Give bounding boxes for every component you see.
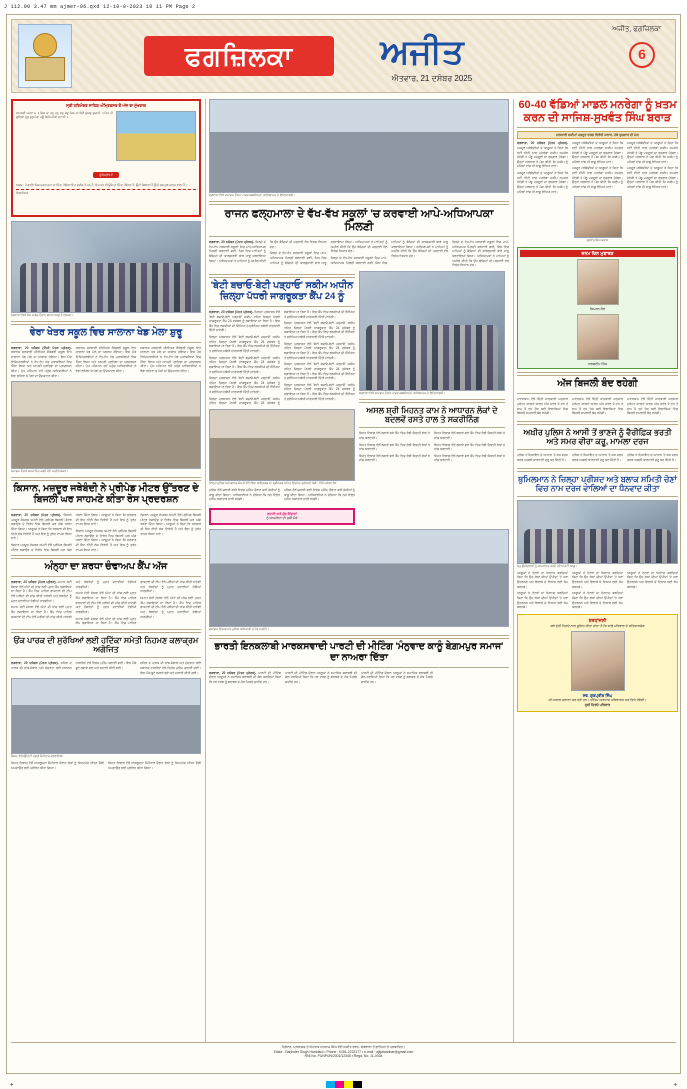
headline-eye-camp: ਅੰਨ੍ਹਾ ਦਾ ਸ਼ਰਧਾ ਚੰਢਾਅਪ ਕੈਂਪ ਅੱਜ [44,561,168,573]
headline-mgnrega: 60-40 ਵੱਡਿਆਂ ਮਾਡਲ ਮਨਰੇਗਾ ਨੂੰ ਖ਼ਤਮ ਕਰਨ ਦੀ ਸਾਜਿਸ਼-ਸੁਖਵੰਤ ਸਿੰਘ ਬਰਾੜ [518,99,677,124]
photo-party-meeting [209,529,509,627]
headline-power-cut: ਅੱਜ ਬਿਜਲੀ ਬੰਦ ਰਹੇਗੀ [557,378,638,390]
photo-main-event [209,99,509,193]
hukamnama-box [11,99,201,217]
baby-photo-1 [577,259,619,305]
article-health-screening: ਸਿਹਤ ਵਿਭਾਗ ਵੱਲੋਂ ਲਗਾਏ ਗਏ ਕੈਂਪ ਵਿਚ ਵੱਡੀ ਗਿਣਤੀ ਲੋਕਾਂ ਨੇ ਜਾਂਚ ਕਰਵਾਈ। ਸਿਹਤ ਵਿਭਾਗ ਵੱਲੋਂ ਲਗਾਏ ਗਏ ਕੈਂਪ ਵਿਚ ਵੱਡੀ ਗਿਣਤੀ ਲੋਕਾਂ ਨੇ ਜਾਂਚ ਕਰਵਾਈ। ਸਿਹਤ ਵਿਭਾਗ ਵੱਲੋਂ ਲਗਾਏ ਗਏ ਕੈਂਪ ਵਿਚ ਵੱਡੀ ਗਿਣਤੀ ਲੋਕਾਂ ਨੇ ਜਾਂਚ ਕਰਵਾਈ। ਸਿਹਤ ਵਿਭਾਗ ਵੱਲੋਂ ਲਗਾਏ ਗਏ ਕੈਂਪ ਵਿਚ ਵੱਡੀ ਗਿਣਤੀ ਲੋਕਾਂ ਨੇ ਜਾਂਚ ਕਰਵਾਈ। ਸਿਹਤ ਵਿਭਾਗ ਵੱਲੋਂ ਲਗਾਏ ਗਏ ਕੈਂਪ ਵਿਚ ਵੱਡੀ ਗਿਣਤੀ ਲੋਕਾਂ ਨੇ ਜਾਂਚ ਕਰਵਾਈ। ਸਿਹਤ ਵਿਭਾਗ ਵੱਲੋਂ ਲਗਾਏ ਗਏ ਕੈਂਪ ਵਿਚ ਵੱਡੀ ਗਿਣਤੀ ਲੋਕਾਂ ਨੇ ਜਾਂਚ ਕਰਵਾਈ। [359,431,505,463]
page-body [11,99,676,1043]
greeting-ad-line1: ਵਧਾਈ ਅਤੇ ਸ਼ੁੱਭ ਇੱਛਾਵਾਂ [267,511,297,516]
memorial-ad-line2: ਜੀ ਅਕਾਲ ਚਲਾਣਾ ਕਰ ਗਏ ਹਨ। ਅੰਤਿਮ ਅਰਦਾਸ ਪਰਿਵਾਰਕ ਘਰ ਵਿਖੇ ਹੋਵੇਗੀ। [548,697,647,702]
headline-parent-teacher: ਰਾਜਨ ਫਲ੍ਹਮਾਲਾ ਦੇ ਵੱਖ-ਵੱਖ ਸਕੂਲਾਂ 'ਚ ਕਰਵਾਈ ਆਪੇ-ਅਧਿਆਪਕਾ ਮਿਲਣੀ [224,207,494,233]
photo-office [209,409,355,481]
article-cancer-seminar: ਸਿਹਤ ਵਿਭਾਗ ਵੱਲੋਂ ਜਾਗਰੂਕਤਾ ਸੈਮੀਨਾਰ ਦੌਰਾਨ ਲੋਕਾਂ ਨੂੰ ਸਿਹਤਮੰਦ ਜੀਵਨ ਸ਼ੈਲੀ ਅਪਣਾਉਣ ਲਈ ਪ੍ਰੇਰਿਤ ਕੀਤਾ ਗਿਆ। ਸਿਹਤ ਵਿਭਾਗ ਵੱਲੋਂ ਜਾਗਰੂਕਤਾ ਸੈਮੀਨਾਰ ਦੌਰਾਨ ਲੋਕਾਂ ਨੂੰ ਸਿਹਤਮੰਦ ਜੀਵਨ ਸ਼ੈਲੀ ਅਪਣਾਉਣ ਲਈ ਪ੍ਰੇਰਿਤ ਕੀਤਾ ਗਿਆ। [11,761,201,770]
article-police-block: ਪੁਲਿਸ ਵੱਲੋਂ ਚਲਾਈ ਗਈ ਵਿਸ਼ੇਸ਼ ਮੁਹਿੰਮ ਦੌਰਾਨ ਕਈ ਦੋਸ਼ੀਆਂ ਨੂੰ ਕਾਬੂ ਕੀਤਾ ਗਿਆ। ਅਧਿਕਾਰੀਆਂ ਨੇ ਦੱਸਿਆ ਕਿ ਨਸ਼ੇ ਵਿਰੁੱਧ ਮੁਹਿੰਮ ਲਗਾਤਾਰ ਜਾਰੀ ਰਹੇਗੀ। ਪੁਲਿਸ ਵੱਲੋਂ ਚਲਾਈ ਗਈ ਵਿਸ਼ੇਸ਼ ਮੁਹਿੰਮ ਦੌਰਾਨ ਕਈ ਦੋਸ਼ੀਆਂ ਨੂੰ ਕਾਬੂ ਕੀਤਾ ਗਿਆ। ਅਧਿਕਾਰੀਆਂ ਨੇ ਦੱਸਿਆ ਕਿ ਨਸ਼ੇ ਵਿਰੁੱਧ ਮੁਹਿੰਮ ਲਗਾਤਾਰ ਜਾਰੀ ਰਹੇਗੀ। [209,487,355,502]
article-park-cleanup: ਫਗਵਾੜਾ, 20 ਦਸੰਬਰ (ਪੱਤਰ ਪ੍ਰੇਰਕ)- ਸ਼ਹਿਰ ਦੇ ਪਾਰਕ ਦੀ ਸਾਂਭ-ਸੰਭਾਲ ਅਤੇ ਸੁੰਦਰਤਾ ਲਈ ਸਥਾਨਕ ਵਸਨੀਕਾਂ ਵੱਲੋਂ ਵਿਸ਼ੇਸ਼ ਮੁਹਿੰਮ ਚਲਾਈ ਗਈ। ਇਸ ਮੌਕੇ ਬੂਟੇ ਲਗਾਏ ਗਏ ਅਤੇ ਸਫ਼ਾਈ ਕੀਤੀ ਗਈ। ਸ਼ਹਿਰ ਦੇ ਪਾਰਕ ਦੀ ਸਾਂਭ-ਸੰਭਾਲ ਅਤੇ ਸੁੰਦਰਤਾ ਲਈ ਸਥਾਨਕ ਵਸਨੀਕਾਂ ਵੱਲੋਂ ਵਿਸ਼ੇਸ਼ ਮੁਹਿੰਮ ਚਲਾਈ ਗਈ। ਇਸ ਮੌਕੇ ਬੂਟੇ ਲਗਾਏ ਗਏ ਅਤੇ ਸਫ਼ਾਈ ਕੀਤੀ ਗਈ। [11,661,201,675]
memorial-ad-heading: ਸ਼ਰਧਾਂਜਲੀ [588,617,607,623]
headline-prepaid-meter: ਕਿਸਾਨ, ਮਜ਼ਦੂਰ ਜਥੇਬੰਦੀ ਨੇ ਪ੍ਰੀਪੇਡ ਮੀਟਰ ਉੱਤਰਣ ਦੇ ਬਿਜਲੀ ਘਰ ਸਾਹਮਣੇ ਕੀਤਾ ਰੋਸ ਪ੍ਰਦਰਸ਼ਨ [13,483,199,506]
newspaper-sheet [6,14,681,1074]
memorial-ad-name: ਸਵ. ਗੁਰਪ੍ਰੀਤ ਸਿੰਘ [582,692,613,698]
masthead-date: ਐਤਵਾਰ, 21 ਦਸੰਬਰ 2025 [391,74,473,83]
photo-honouring [11,381,201,469]
birthday-box-title: ਜਨਮ ਦਿਨ ਮੁਬਾਰਕ [520,250,675,257]
headline-park-cleanup: ਓਂਕ ਪਾਰਕ ਦੀ ਸੁਰੱਖਿਆਂ ਲਈ ਹਦਿੱਕਾ ਸਮੇਤੀ ਨਿਹਮਣ ਕਲਾਕ੍ਰਮ ਅਗੋਜਿਤ [13,635,199,655]
cmyk-registration-strip [326,1081,362,1088]
photo-leader-portrait [574,196,622,238]
headline-cancer-seminar: ਕੈਂਸਰ, ਇਮਿਊਨਿਟੀ ਪ੍ਰਤੀ ਸੈਮੀਨਾਰ ਕਰਵਾਇਆ [11,754,64,759]
article-beti-bachao: ਫਗਵਾੜਾ, 20 ਦਸੰਬਰ (ਪੱਤਰ ਪ੍ਰੇਰਕ)- ਜ਼ਿਲ੍ਹਾ ਪ੍ਰਸ਼ਾਸਨ ਵੱਲੋਂ 'ਬੇਟੀ ਬਚਾਓ-ਬੇਟੀ ਪੜ੍ਹਾਓ' ਸਕੀਮ ਤਹਿਤ ਜ਼ਿਲ੍ਹਾ ਪੱਧਰੀ ਜਾਗਰੂਕਤਾ ਕੈਂਪ 24 ਦਸੰਬਰ ਨੂੰ ਲਗਾਇਆ ਜਾ ਰਿਹਾ ਹੈ। ਇਸ ਕੈਂਪ ਵਿਚ ਲੜਕੀਆਂ ਦੀ ਸਿੱਖਿਆ ਤੇ ਸੁਰੱਖਿਆ ਸਬੰਧੀ ਜਾਣਕਾਰੀ ਦਿੱਤੀ ਜਾਵੇਗੀ। ਜ਼ਿਲ੍ਹਾ ਪ੍ਰਸ਼ਾਸਨ ਵੱਲੋਂ 'ਬੇਟੀ ਬਚਾਓ-ਬੇਟੀ ਪੜ੍ਹਾਓ' ਸਕੀਮ ਤਹਿਤ ਜ਼ਿਲ੍ਹਾ ਪੱਧਰੀ ਜਾਗਰੂਕਤਾ ਕੈਂਪ 24 ਦਸੰਬਰ ਨੂੰ ਲਗਾਇਆ ਜਾ ਰਿਹਾ ਹੈ। ਇਸ ਕੈਂਪ ਵਿਚ ਲੜਕੀਆਂ ਦੀ ਸਿੱਖਿਆ ਤੇ ਸੁਰੱਖਿਆ ਸਬੰਧੀ ਜਾਣਕਾਰੀ ਦਿੱਤੀ ਜਾਵੇਗੀ। ਜ਼ਿਲ੍ਹਾ ਪ੍ਰਸ਼ਾਸਨ ਵੱਲੋਂ 'ਬੇਟੀ ਬਚਾਓ-ਬੇਟੀ ਪੜ੍ਹਾਓ' ਸਕੀਮ ਤਹਿਤ ਜ਼ਿਲ੍ਹਾ ਪੱਧਰੀ ਜਾਗਰੂਕਤਾ ਕੈਂਪ 24 ਦਸੰਬਰ ਨੂੰ ਲਗਾਇਆ ਜਾ ਰਿਹਾ ਹੈ। ਇਸ ਕੈਂਪ ਵਿਚ ਲੜਕੀਆਂ ਦੀ ਸਿੱਖਿਆ ਤੇ ਸੁਰੱਖਿਆ ਸਬੰਧੀ ਜਾਣਕਾਰੀ ਦਿੱਤੀ ਜਾਵੇਗੀ। ਜ਼ਿਲ੍ਹਾ ਪ੍ਰਸ਼ਾਸਨ ਵੱਲੋਂ 'ਬੇਟੀ ਬਚਾਓ-ਬੇਟੀ ਪੜ੍ਹਾਓ' ਸਕੀਮ ਤਹਿਤ ਜ਼ਿਲ੍ਹਾ ਪੱਧਰੀ ਜਾਗਰੂਕਤਾ ਕੈਂਪ 24 ਦਸੰਬਰ ਨੂੰ ਲਗਾਇਆ ਜਾ ਰਿਹਾ ਹੈ। ਇਸ ਕੈਂਪ ਵਿਚ ਲੜਕੀਆਂ ਦੀ ਸਿੱਖਿਆ ਤੇ ਸੁਰੱਖਿਆ ਸਬੰਧੀ ਜਾਣਕਾਰੀ ਦਿੱਤੀ ਜਾਵੇਗੀ। ਜ਼ਿਲ੍ਹਾ ਪ੍ਰਸ਼ਾਸਨ ਵੱਲੋਂ 'ਬੇਟੀ ਬਚਾਓ-ਬੇਟੀ ਪੜ੍ਹਾਓ' ਸਕੀਮ ਤਹਿਤ ਜ਼ਿਲ੍ਹਾ ਪੱਧਰੀ ਜਾਗਰੂਕਤਾ ਕੈਂਪ 24 ਦਸੰਬਰ ਨੂੰ ਲਗਾਇਆ ਜਾ ਰਿਹਾ ਹੈ। ਇਸ ਕੈਂਪ ਵਿਚ ਲੜਕੀਆਂ ਦੀ ਸਿੱਖਿਆ ਤੇ ਸੁਰੱਖਿਆ ਸਬੰਧੀ ਜਾਣਕਾਰੀ ਦਿੱਤੀ ਜਾਵੇਗੀ। ਜ਼ਿਲ੍ਹਾ ਪ੍ਰਸ਼ਾਸਨ ਵੱਲੋਂ 'ਬੇਟੀ ਬਚਾਓ-ਬੇਟੀ ਪੜ੍ਹਾਓ' ਸਕੀਮ ਤਹਿਤ ਜ਼ਿਲ੍ਹਾ ਪੱਧਰੀ ਜਾਗਰੂਕਤਾ ਕੈਂਪ 24 ਦਸੰਬਰ ਨੂੰ ਲਗਾਇਆ ਜਾ ਰਿਹਾ ਹੈ। ਇਸ ਕੈਂਪ ਵਿਚ ਲੜਕੀਆਂ ਦੀ ਸਿੱਖਿਆ ਤੇ ਸੁਰੱਖਿਆ ਸਬੰਧੀ ਜਾਣਕਾਰੀ ਦਿੱਤੀ ਜਾਵੇਗੀ। ਜ਼ਿਲ੍ਹਾ ਪ੍ਰਸ਼ਾਸਨ ਵੱਲੋਂ 'ਬੇਟੀ ਬਚਾਓ-ਬੇਟੀ ਪੜ੍ਹਾਓ' ਸਕੀਮ ਤਹਿਤ ਜ਼ਿਲ੍ਹਾ ਪੱਧਰੀ ਜਾਗਰੂਕਤਾ ਕੈਂਪ 24 ਦਸੰਬਰ ਨੂੰ ਲਗਾਇਆ ਜਾ ਰਿਹਾ ਹੈ। ਇਸ ਕੈਂਪ ਵਿਚ ਲੜਕੀਆਂ ਦੀ ਸਿੱਖਿਆ ਤੇ ਸੁਰੱਖਿਆ ਸਬੰਧੀ ਜਾਣਕਾਰੀ ਦਿੱਤੀ ਜਾਵੇਗੀ। ਜ਼ਿਲ੍ਹਾ ਪ੍ਰਸ਼ਾਸਨ ਵੱਲੋਂ 'ਬੇਟੀ ਬਚਾਓ-ਬੇਟੀ ਪੜ੍ਹਾਓ' ਸਕੀਮ ਤਹਿਤ ਜ਼ਿਲ੍ਹਾ ਪੱਧਰੀ ਜਾਗਰੂਕਤਾ ਕੈਂਪ 24 ਦਸੰਬਰ ਨੂੰ ਲਗਾਇਆ ਜਾ ਰਿਹਾ ਹੈ। ਇਸ ਕੈਂਪ ਵਿਚ ਲੜਕੀਆਂ ਦੀ ਸਿੱਖਿਆ ਤੇ ਸੁਰੱਖਿਆ ਸਬੰਧੀ ਜਾਣਕਾਰੀ ਦਿੱਤੀ ਜਾਵੇਗੀ। ਜ਼ਿਲ੍ਹਾ ਪ੍ਰਸ਼ਾਸਨ ਵੱਲੋਂ 'ਬੇਟੀ ਬਚਾਓ-ਬੇਟੀ ਪੜ੍ਹਾਓ' ਸਕੀਮ ਤਹਿਤ ਜ਼ਿਲ੍ਹਾ ਪੱਧਰੀ ਜਾਗਰੂਕਤਾ ਕੈਂਪ 24 ਦਸੰਬਰ ਨੂੰ ਲਗਾਇਆ ਜਾ ਰਿਹਾ ਹੈ। ਇਸ ਕੈਂਪ ਵਿਚ ਲੜਕੀਆਂ ਦੀ ਸਿੱਖਿਆ ਤੇ ਸੁਰੱਖਿਆ ਸਬੰਧੀ ਜਾਣਕਾਰੀ ਦਿੱਤੀ ਜਾਵੇਗੀ। [209,309,355,406]
print-registration-bar: J 112.00 3.47 mm ajmer-06.qxd 12-10-0-2023 10 11 PM Page 2 [0,0,687,14]
dateline-mgnrega: ਫਗਵਾੜਾ, 20 ਦਸੰਬਰ (ਪੱਤਰ ਪ੍ਰੇਰਕ)- [517,141,568,146]
article-eye-camp: ਫਗਵਾੜਾ, 20 ਦਸੰਬਰ (ਪੱਤਰ ਪ੍ਰੇਰਕ)- ਸਮਾਜ ਸੇਵੀ ਸੰਸਥਾ ਵੱਲੋਂ ਅੱਖਾਂ ਦੀ ਜਾਂਚ ਲਈ ਮੁਫ਼ਤ ਕੈਂਪ ਲਗਾਇਆ ਜਾ ਰਿਹਾ ਹੈ। ਕੈਂਪ ਵਿਚ ਮਾਹਿਰ ਡਾਕਟਰਾਂ ਦੀ ਟੀਮ ਵੱਲੋਂ ਮਰੀਜ਼ਾਂ ਦੀ ਜਾਂਚ ਕੀਤੀ ਜਾਵੇਗੀ ਅਤੇ ਲੋੜਵੰਦਾਂ ਨੂੰ ਮੁਫ਼ਤ ਦਵਾਈਆਂ ਵੰਡੀਆਂ ਜਾਣਗੀਆਂ। ਸਮਾਜ ਸੇਵੀ ਸੰਸਥਾ ਵੱਲੋਂ ਅੱਖਾਂ ਦੀ ਜਾਂਚ ਲਈ ਮੁਫ਼ਤ ਕੈਂਪ ਲਗਾਇਆ ਜਾ ਰਿਹਾ ਹੈ। ਕੈਂਪ ਵਿਚ ਮਾਹਿਰ ਡਾਕਟਰਾਂ ਦੀ ਟੀਮ ਵੱਲੋਂ ਮਰੀਜ਼ਾਂ ਦੀ ਜਾਂਚ ਕੀਤੀ ਜਾਵੇਗੀ ਅਤੇ ਲੋੜਵੰਦਾਂ ਨੂੰ ਮੁਫ਼ਤ ਦਵਾਈਆਂ ਵੰਡੀਆਂ ਜਾਣਗੀਆਂ। ਸਮਾਜ ਸੇਵੀ ਸੰਸਥਾ ਵੱਲੋਂ ਅੱਖਾਂ ਦੀ ਜਾਂਚ ਲਈ ਮੁਫ਼ਤ ਕੈਂਪ ਲਗਾਇਆ ਜਾ ਰਿਹਾ ਹੈ। ਕੈਂਪ ਵਿਚ ਮਾਹਿਰ ਡਾਕਟਰਾਂ ਦੀ ਟੀਮ ਵੱਲੋਂ ਮਰੀਜ਼ਾਂ ਦੀ ਜਾਂਚ ਕੀਤੀ ਜਾਵੇਗੀ ਅਤੇ ਲੋੜਵੰਦਾਂ ਨੂੰ ਮੁਫ਼ਤ ਦਵਾਈਆਂ ਵੰਡੀਆਂ ਜਾਣਗੀਆਂ। ਸਮਾਜ ਸੇਵੀ ਸੰਸਥਾ ਵੱਲੋਂ ਅੱਖਾਂ ਦੀ ਜਾਂਚ ਲਈ ਮੁਫ਼ਤ ਕੈਂਪ ਲਗਾਇਆ ਜਾ ਰਿਹਾ ਹੈ। ਕੈਂਪ ਵਿਚ ਮਾਹਿਰ ਡਾਕਟਰਾਂ ਦੀ ਟੀਮ ਵੱਲੋਂ ਮਰੀਜ਼ਾਂ ਦੀ ਜਾਂਚ ਕੀਤੀ ਜਾਵੇਗੀ ਅਤੇ ਲੋੜਵੰਦਾਂ ਨੂੰ ਮੁਫ਼ਤ ਦਵਾਈਆਂ ਵੰਡੀਆਂ ਜਾਣਗੀਆਂ। ਸਮਾਜ ਸੇਵੀ ਸੰਸਥਾ ਵੱਲੋਂ ਅੱਖਾਂ ਦੀ ਜਾਂਚ ਲਈ ਮੁਫ਼ਤ ਕੈਂਪ ਲਗਾਇਆ ਜਾ ਰਿਹਾ ਹੈ। ਕੈਂਪ ਵਿਚ ਮਾਹਿਰ ਡਾਕਟਰਾਂ ਦੀ ਟੀਮ ਵੱਲੋਂ ਮਰੀਜ਼ਾਂ ਦੀ ਜਾਂਚ ਕੀਤੀ ਜਾਵੇਗੀ ਅਤੇ ਲੋੜਵੰਦਾਂ ਨੂੰ ਮੁਫ਼ਤ ਦਵਾਈਆਂ ਵੰਡੀਆਂ ਜਾਣਗੀਆਂ। [11,580,201,626]
memorial-ad-line1: ਬੜੇ ਦੁੱਖੀ ਹਿਰਦੇ ਨਾਲ ਸੂਚਿਤ ਕੀਤਾ ਜਾਂਦਾ ਹੈ ਕਿ ਸਾਡੇ ਪਰਿਵਾਰ ਦੇ ਸਤਿਕਾਰਯੋਗ [550,623,645,628]
photo-rally [11,221,201,313]
page-number: 6 [629,42,655,68]
photo-election-thanks-caption: ਜੇਤੂ ਉਮੀਦਵਾਰਾਂ ਨੂੰ ਸਨਮਾਨਿਤ ਕਰਦੇ ਹੋਏ ਪਾਰਟੀ ਆਗੂ। [517,563,578,568]
center-column [209,99,509,1043]
article-school-sports: ਫਗਵਾੜਾ, 20 ਦਸੰਬਰ (ਨਿੱਜੀ ਪੱਤਰ ਪ੍ਰੇਰਕ)- ਸਥਾਨਕ ਸਰਕਾਰੀ ਸੀਨੀਅਰ ਸੈਕੰਡਰੀ ਸਕੂਲ ਵਿਖੇ ਸਾਲਾਨਾ ਖੇਡ ਮੇਲੇ ਦਾ ਆਗਾਜ਼ ਹੋਇਆ। ਇਸ ਮੌਕੇ ਵਿਦਿਆਰਥੀਆਂ ਨੇ ਵੱਖ-ਵੱਖ ਖੇਡ ਮੁਕਾਬਲਿਆਂ ਵਿਚ ਹਿੱਸਾ ਲਿਆ ਅਤੇ ਆਪਣੀ ਪ੍ਰਤਿਭਾ ਦਾ ਪ੍ਰਦਰਸ਼ਨ ਕੀਤਾ। ਮੁੱਖ ਮਹਿਮਾਨ ਵਜੋਂ ਪਹੁੰਚੇ ਅਧਿਕਾਰੀਆਂ ਨੇ ਝੰਡਾ ਲਹਿਰਾ ਕੇ ਖੇਡਾਂ ਦਾ ਉਦਘਾਟਨ ਕੀਤਾ। ਸਥਾਨਕ ਸਰਕਾਰੀ ਸੀਨੀਅਰ ਸੈਕੰਡਰੀ ਸਕੂਲ ਵਿਖੇ ਸਾਲਾਨਾ ਖੇਡ ਮੇਲੇ ਦਾ ਆਗਾਜ਼ ਹੋਇਆ। ਇਸ ਮੌਕੇ ਵਿਦਿਆਰਥੀਆਂ ਨੇ ਵੱਖ-ਵੱਖ ਖੇਡ ਮੁਕਾਬਲਿਆਂ ਵਿਚ ਹਿੱਸਾ ਲਿਆ ਅਤੇ ਆਪਣੀ ਪ੍ਰਤਿਭਾ ਦਾ ਪ੍ਰਦਰਸ਼ਨ ਕੀਤਾ। ਮੁੱਖ ਮਹਿਮਾਨ ਵਜੋਂ ਪਹੁੰਚੇ ਅਧਿਕਾਰੀਆਂ ਨੇ ਝੰਡਾ ਲਹਿਰਾ ਕੇ ਖੇਡਾਂ ਦਾ ਉਦਘਾਟਨ ਕੀਤਾ। ਸਥਾਨਕ ਸਰਕਾਰੀ ਸੀਨੀਅਰ ਸੈਕੰਡਰੀ ਸਕੂਲ ਵਿਖੇ ਸਾਲਾਨਾ ਖੇਡ ਮੇਲੇ ਦਾ ਆਗਾਜ਼ ਹੋਇਆ। ਇਸ ਮੌਕੇ ਵਿਦਿਆਰਥੀਆਂ ਨੇ ਵੱਖ-ਵੱਖ ਖੇਡ ਮੁਕਾਬਲਿਆਂ ਵਿਚ ਹਿੱਸਾ ਲਿਆ ਅਤੇ ਆਪਣੀ ਪ੍ਰਤਿਭਾ ਦਾ ਪ੍ਰਦਰਸ਼ਨ ਕੀਤਾ। ਮੁੱਖ ਮਹਿਮਾਨ ਵਜੋਂ ਪਹੁੰਚੇ ਅਧਿਕਾਰੀਆਂ ਨੇ ਝੰਡਾ ਲਹਿਰਾ ਕੇ ਖੇਡਾਂ ਦਾ ਉਦਘਾਟਨ ਕੀਤਾ। [11,345,201,378]
article-parent-teacher: ਫਗਵਾੜਾ, 20 ਦਸੰਬਰ (ਪੱਤਰ ਪ੍ਰੇਰਕ)- ਜ਼ਿਲ੍ਹੇ ਦੇ ਵੱਖ-ਵੱਖ ਸਰਕਾਰੀ ਸਕੂਲਾਂ ਵਿਚ ਮਾਪੇ-ਅਧਿਆਪਕ ਮਿਲਣੀ ਕਰਵਾਈ ਗਈ, ਜਿਸ ਵਿਚ ਮਾਪਿਆਂ ਨੂੰ ਬੱਚਿਆਂ ਦੀ ਕਾਰਗੁਜ਼ਾਰੀ ਬਾਰੇ ਜਾਣੂ ਕਰਵਾਇਆ ਗਿਆ। ਅਧਿਆਪਕਾਂ ਨੇ ਮਾਪਿਆਂ ਨੂੰ ਅਪੀਲ ਕੀਤੀ ਕਿ ਉਹ ਬੱਚਿਆਂ ਦੀ ਪੜ੍ਹਾਈ ਵੱਲ ਵਿਸ਼ੇਸ਼ ਧਿਆਨ ਦੇਣ। ਜ਼ਿਲ੍ਹੇ ਦੇ ਵੱਖ-ਵੱਖ ਸਰਕਾਰੀ ਸਕੂਲਾਂ ਵਿਚ ਮਾਪੇ-ਅਧਿਆਪਕ ਮਿਲਣੀ ਕਰਵਾਈ ਗਈ, ਜਿਸ ਵਿਚ ਮਾਪਿਆਂ ਨੂੰ ਬੱਚਿਆਂ ਦੀ ਕਾਰਗੁਜ਼ਾਰੀ ਬਾਰੇ ਜਾਣੂ ਕਰਵਾਇਆ ਗਿਆ। ਅਧਿਆਪਕਾਂ ਨੇ ਮਾਪਿਆਂ ਨੂੰ ਅਪੀਲ ਕੀਤੀ ਕਿ ਉਹ ਬੱਚਿਆਂ ਦੀ ਪੜ੍ਹਾਈ ਵੱਲ ਵਿਸ਼ੇਸ਼ ਧਿਆਨ ਦੇਣ। ਜ਼ਿਲ੍ਹੇ ਦੇ ਵੱਖ-ਵੱਖ ਸਰਕਾਰੀ ਸਕੂਲਾਂ ਵਿਚ ਮਾਪੇ-ਅਧਿਆਪਕ ਮਿਲਣੀ ਕਰਵਾਈ ਗਈ, ਜਿਸ ਵਿਚ ਮਾਪਿਆਂ ਨੂੰ ਬੱਚਿਆਂ ਦੀ ਕਾਰਗੁਜ਼ਾਰੀ ਬਾਰੇ ਜਾਣੂ ਕਰਵਾਇਆ ਗਿਆ। ਅਧਿਆਪਕਾਂ ਨੇ ਮਾਪਿਆਂ ਨੂੰ ਅਪੀਲ ਕੀਤੀ ਕਿ ਉਹ ਬੱਚਿਆਂ ਦੀ ਪੜ੍ਹਾਈ ਵੱਲ ਵਿਸ਼ੇਸ਼ ਧਿਆਨ ਦੇਣ। ਜ਼ਿਲ੍ਹੇ ਦੇ ਵੱਖ-ਵੱਖ ਸਰਕਾਰੀ ਸਕੂਲਾਂ ਵਿਚ ਮਾਪੇ-ਅਧਿਆਪਕ ਮਿਲਣੀ ਕਰਵਾਈ ਗਈ, ਜਿਸ ਵਿਚ ਮਾਪਿਆਂ ਨੂੰ ਬੱਚਿਆਂ ਦੀ ਕਾਰਗੁਜ਼ਾਰੀ ਬਾਰੇ ਜਾਣੂ ਕਰਵਾਇਆ ਗਿਆ। ਅਧਿਆਪਕਾਂ ਨੇ ਮਾਪਿਆਂ ਨੂੰ ਅਪੀਲ ਕੀਤੀ ਕਿ ਉਹ ਬੱਚਿਆਂ ਦੀ ਪੜ੍ਹਾਈ ਵੱਲ ਵਿਸ਼ੇਸ਼ ਧਿਆਨ ਦੇਣ। [209,240,509,268]
dateline-party-meeting: ਫਗਵਾੜਾ, 20 ਦਸੰਬਰ (ਪੱਤਰ ਪ੍ਰੇਰਕ)- [209,670,257,675]
memorial-ad-family: ਦੁਖੀ ਹਿਰਦੇ ਪਰਿਵਾਰ [584,703,611,708]
dateline-beti-bachao: ਫਗਵਾੜਾ, 20 ਦਸੰਬਰ (ਪੱਤਰ ਪ੍ਰੇਰਕ)- [209,309,254,314]
subhead-mgnrega: ਸਰਕਾਰੀ ਸਕੀਮਾਂ ਮਜ਼ਦੂਰ ਵਰਗ ਵਿਰੋਧੀ ਕਰਾਰ, ਪੱਕੇ ਰੁਜ਼ਗਾਰ ਦੀ ਮੰਗ [517,131,678,139]
edition-name: ਫਗਜ਼ਿਲਕਾ [144,36,334,76]
article-party-meeting: ਫਗਵਾੜਾ, 20 ਦਸੰਬਰ (ਪੱਤਰ ਪ੍ਰੇਰਕ)- ਪਾਰਟੀ ਦੀ ਮੀਟਿੰਗ ਦੌਰਾਨ ਆਗੂਆਂ ਨੇ ਸਮਾਜਿਕ ਬਰਾਬਰੀ ਦੀ ਗੱਲ ਕਰਦਿਆਂ ਕਿਹਾ ਕਿ ਹਰ ਵਰਗ ਨੂੰ ਬਰਾਬਰ ਦੇ ਹੱਕ ਮਿਲਣੇ ਚਾਹੀਦੇ ਹਨ। ਪਾਰਟੀ ਦੀ ਮੀਟਿੰਗ ਦੌਰਾਨ ਆਗੂਆਂ ਨੇ ਸਮਾਜਿਕ ਬਰਾਬਰੀ ਦੀ ਗੱਲ ਕਰਦਿਆਂ ਕਿਹਾ ਕਿ ਹਰ ਵਰਗ ਨੂੰ ਬਰਾਬਰ ਦੇ ਹੱਕ ਮਿਲਣੇ ਚਾਹੀਦੇ ਹਨ। ਪਾਰਟੀ ਦੀ ਮੀਟਿੰਗ ਦੌਰਾਨ ਆਗੂਆਂ ਨੇ ਸਮਾਜਿਕ ਬਰਾਬਰੀ ਦੀ ਗੱਲ ਕਰਦਿਆਂ ਕਿਹਾ ਕਿ ਹਰ ਵਰਗ ਨੂੰ ਬਰਾਬਰ ਦੇ ਹੱਕ ਮਿਲਣੇ ਚਾਹੀਦੇ ਹਨ। [209,670,433,685]
photo-crowd [359,271,505,391]
hukamnama-label: ਹੁਕਮਨਾਮਾ [93,172,119,178]
headline-beti-bachao: 'ਬੇਟੀ ਬਚਾਓ-ਬੇਟੀ ਪੜ੍ਹਾਓ' ਸਕੀਮ ਅਧੀਨ ਜ਼ਿਲ੍ਹਾ ਪੱਧਰੀ ਜਾਗਰੂਕਤਾ ਕੈਂਪ 24 ਨੂੰ [210,280,354,302]
center-left-subcolumn [209,271,355,525]
headline-election-thanks: ਥੁਮਿਲਮਾਨ ਨੇ ਜ਼ਿਲ੍ਹਾ ਪ੍ਰੀਸ਼ਦ ਅਤੇ ਬਲਾਕ ਸਮਿਤੀ ਚੋਣਾਂ ਵਿਚ ਨਾਮ ਦਰਜ ਵਾਲਿਆਂ ਦਾ ਧੰਨਵਾਦ ਕੀਤਾ [518,474,677,493]
headline-police-case: ਅਖ਼ੀਰ ਪੁਲਿਸ ਨੇ ਆਸੀ ਤੋਂ ਭਾਣਜੇ ਨੂੰ ਵੈਰੀਫ਼ਿਕ ਭਰਤੀ ਅਤੇ ਸਮਰ ਵੀਰਾ ਕਰੂ, ਮਾਮਲਾ ਦਰਜ [523,427,672,447]
hukamnama-meaning: ਅਰਥ : ਹੇ ਭਾਈ! ਜਿਸ ਪਰਮਾਤਮਾ ਦਾ ਦਿੱਤਾ ਹੋਇਆ ਇਹ ਸਰੀਰ ਤੇ ਮਨ ਹੈ, ਇਹ ਧਨ ਭੀ ਉਸੇ ਦਾ ਦਿੱਤਾ ਹੋਇਆ ਹੈ, ਉਹੀ ਸਿਆਣਾ ਹੈ ਉਹੀ ਸਭ ਕੁਝ ਜਾਣਨ ਵਾਲਾ ਹੈ। [16,182,188,187]
memorial-portrait [571,631,625,691]
article-power-cut: ਪਾਵਰਕਾਮ ਵੱਲੋਂ ਦਿੱਤੀ ਜਾਣਕਾਰੀ ਅਨੁਸਾਰ ਮੁਰੰਮਤ ਕਾਰਜਾਂ ਕਾਰਨ ਅੱਜ ਸਵੇਰੇ 9 ਵਜੇ ਤੋਂ ਸ਼ਾਮ 5 ਵਜੇ ਤੱਕ ਕਈ ਇਲਾਕਿਆਂ ਵਿਚ ਬਿਜਲੀ ਸਪਲਾਈ ਬੰਦ ਰਹੇਗੀ। ਪਾਵਰਕਾਮ ਵੱਲੋਂ ਦਿੱਤੀ ਜਾਣਕਾਰੀ ਅਨੁਸਾਰ ਮੁਰੰਮਤ ਕਾਰਜਾਂ ਕਾਰਨ ਅੱਜ ਸਵੇਰੇ 9 ਵਜੇ ਤੋਂ ਸ਼ਾਮ 5 ਵਜੇ ਤੱਕ ਕਈ ਇਲਾਕਿਆਂ ਵਿਚ ਬਿਜਲੀ ਸਪਲਾਈ ਬੰਦ ਰਹੇਗੀ। ਪਾਵਰਕਾਮ ਵੱਲੋਂ ਦਿੱਤੀ ਜਾਣਕਾਰੀ ਅਨੁਸਾਰ ਮੁਰੰਮਤ ਕਾਰਜਾਂ ਕਾਰਨ ਅੱਜ ਸਵੇਰੇ 9 ਵਜੇ ਤੋਂ ਸ਼ਾਮ 5 ਵਜੇ ਤੱਕ ਕਈ ਇਲਾਕਿਆਂ ਵਿਚ ਬਿਜਲੀ ਸਪਲਾਈ ਬੰਦ ਰਹੇਗੀ। [517,397,678,416]
hukamnama-vyakhya: ਵਿਆਖਿਆ [16,189,196,195]
birthday-box [517,247,678,369]
memorial-ad [517,614,678,712]
headline-party-meeting: ਭਾਰਤੀ ਇਨਕਲਾਬੀ ਮਾਰਕਸਵਾਦੀ ਪਾਰਟੀ ਦੀ ਮੀਟਿੰਗ 'ਮੰਨੁਵਾਦ ਕਾਨੂੰ ਬੇਗ਼ਮਪੁਰ ਸਮਾਜ' ਦਾ ਨਾਅਰਾ ਦਿੱਤਾ [214,640,504,663]
article-prepaid-meter: ਫਗਵਾੜਾ, 20 ਦਸੰਬਰ (ਪੱਤਰ ਪ੍ਰੇਰਕ)- ਕਿਸਾਨ ਮਜ਼ਦੂਰ ਸੰਘਰਸ਼ ਕਮੇਟੀ ਵੱਲੋਂ ਪ੍ਰੀਪੇਡ ਬਿਜਲੀ ਮੀਟਰ ਲਗਾਉਣ ਦੇ ਵਿਰੋਧ ਵਿਚ ਬਿਜਲੀ ਘਰ ਅੱਗੇ ਧਰਨਾ ਦਿੱਤਾ ਗਿਆ। ਆਗੂਆਂ ਨੇ ਕਿਹਾ ਕਿ ਸਰਕਾਰ ਦੀ ਇਹ ਨੀਤੀ ਲੋਕ ਵਿਰੋਧੀ ਹੈ ਅਤੇ ਇਸ ਨੂੰ ਤੁਰੰਤ ਵਾਪਸ ਲਿਆ ਜਾਵੇ। ਕਿਸਾਨ ਮਜ਼ਦੂਰ ਸੰਘਰਸ਼ ਕਮੇਟੀ ਵੱਲੋਂ ਪ੍ਰੀਪੇਡ ਬਿਜਲੀ ਮੀਟਰ ਲਗਾਉਣ ਦੇ ਵਿਰੋਧ ਵਿਚ ਬਿਜਲੀ ਘਰ ਅੱਗੇ ਧਰਨਾ ਦਿੱਤਾ ਗਿਆ। ਆਗੂਆਂ ਨੇ ਕਿਹਾ ਕਿ ਸਰਕਾਰ ਦੀ ਇਹ ਨੀਤੀ ਲੋਕ ਵਿਰੋਧੀ ਹੈ ਅਤੇ ਇਸ ਨੂੰ ਤੁਰੰਤ ਵਾਪਸ ਲਿਆ ਜਾਵੇ। ਕਿਸਾਨ ਮਜ਼ਦੂਰ ਸੰਘਰਸ਼ ਕਮੇਟੀ ਵੱਲੋਂ ਪ੍ਰੀਪੇਡ ਬਿਜਲੀ ਮੀਟਰ ਲਗਾਉਣ ਦੇ ਵਿਰੋਧ ਵਿਚ ਬਿਜਲੀ ਘਰ ਅੱਗੇ ਧਰਨਾ ਦਿੱਤਾ ਗਿਆ। ਆਗੂਆਂ ਨੇ ਕਿਹਾ ਕਿ ਸਰਕਾਰ ਦੀ ਇਹ ਨੀਤੀ ਲੋਕ ਵਿਰੋਧੀ ਹੈ ਅਤੇ ਇਸ ਨੂੰ ਤੁਰੰਤ ਵਾਪਸ ਲਿਆ ਜਾਵੇ। ਕਿਸਾਨ ਮਜ਼ਦੂਰ ਸੰਘਰਸ਼ ਕਮੇਟੀ ਵੱਲੋਂ ਪ੍ਰੀਪੇਡ ਬਿਜਲੀ ਮੀਟਰ ਲਗਾਉਣ ਦੇ ਵਿਰੋਧ ਵਿਚ ਬਿਜਲੀ ਘਰ ਅੱਗੇ ਧਰਨਾ ਦਿੱਤਾ ਗਿਆ। ਆਗੂਆਂ ਨੇ ਕਿਹਾ ਕਿ ਸਰਕਾਰ ਦੀ ਇਹ ਨੀਤੀ ਲੋਕ ਵਿਰੋਧੀ ਹੈ ਅਤੇ ਇਸ ਨੂੰ ਤੁਰੰਤ ਵਾਪਸ ਲਿਆ ਜਾਵੇ। [11,513,201,552]
dateline-prepaid-meter: ਫਗਵਾੜਾ, 20 ਦਸੰਬਰ (ਪੱਤਰ ਪ੍ਰੇਰਕ)- [11,513,61,518]
left-column [11,99,201,1043]
article-mgnrega: ਫਗਵਾੜਾ, 20 ਦਸੰਬਰ (ਪੱਤਰ ਪ੍ਰੇਰਕ)- ਮਜ਼ਦੂਰ ਜਥੇਬੰਦੀਆਂ ਦੇ ਆਗੂਆਂ ਨੇ ਕਿਹਾ ਕਿ ਨਵੀਂ ਨੀਤੀ ਨਾਲ ਮਨਰੇਗਾ ਸਕੀਮ ਕਮਜ਼ੋਰ ਹੋਵੇਗੀ ਤੇ ਪੇਂਡੂ ਮਜ਼ਦੂਰਾਂ ਦਾ ਰੁਜ਼ਗਾਰ ਖੁੱਸੇਗਾ। ਉਨ੍ਹਾਂ ਸਰਕਾਰ ਤੋਂ ਮੰਗ ਕੀਤੀ ਕਿ ਸਕੀਮ ਨੂੰ ਪਹਿਲਾਂ ਵਾਂਗ ਹੀ ਲਾਗੂ ਰੱਖਿਆ ਜਾਵੇ। ਮਜ਼ਦੂਰ ਜਥੇਬੰਦੀਆਂ ਦੇ ਆਗੂਆਂ ਨੇ ਕਿਹਾ ਕਿ ਨਵੀਂ ਨੀਤੀ ਨਾਲ ਮਨਰੇਗਾ ਸਕੀਮ ਕਮਜ਼ੋਰ ਹੋਵੇਗੀ ਤੇ ਪੇਂਡੂ ਮਜ਼ਦੂਰਾਂ ਦਾ ਰੁਜ਼ਗਾਰ ਖੁੱਸੇਗਾ। ਉਨ੍ਹਾਂ ਸਰਕਾਰ ਤੋਂ ਮੰਗ ਕੀਤੀ ਕਿ ਸਕੀਮ ਨੂੰ ਪਹਿਲਾਂ ਵਾਂਗ ਹੀ ਲਾਗੂ ਰੱਖਿਆ ਜਾਵੇ। ਮਜ਼ਦੂਰ ਜਥੇਬੰਦੀਆਂ ਦੇ ਆਗੂਆਂ ਨੇ ਕਿਹਾ ਕਿ ਨਵੀਂ ਨੀਤੀ ਨਾਲ ਮਨਰੇਗਾ ਸਕੀਮ ਕਮਜ਼ੋਰ ਹੋਵੇਗੀ ਤੇ ਪੇਂਡੂ ਮਜ਼ਦੂਰਾਂ ਦਾ ਰੁਜ਼ਗਾਰ ਖੁੱਸੇਗਾ। ਉਨ੍ਹਾਂ ਸਰਕਾਰ ਤੋਂ ਮੰਗ ਕੀਤੀ ਕਿ ਸਕੀਮ ਨੂੰ ਪਹਿਲਾਂ ਵਾਂਗ ਹੀ ਲਾਗੂ ਰੱਖਿਆ ਜਾਵੇ। ਮਜ਼ਦੂਰ ਜਥੇਬੰਦੀਆਂ ਦੇ ਆਗੂਆਂ ਨੇ ਕਿਹਾ ਕਿ ਨਵੀਂ ਨੀਤੀ ਨਾਲ ਮਨਰੇਗਾ ਸਕੀਮ ਕਮਜ਼ੋਰ ਹੋਵੇਗੀ ਤੇ ਪੇਂਡੂ ਮਜ਼ਦੂਰਾਂ ਦਾ ਰੁਜ਼ਗਾਰ ਖੁੱਸੇਗਾ। ਉਨ੍ਹਾਂ ਸਰਕਾਰ ਤੋਂ ਮੰਗ ਕੀਤੀ ਕਿ ਸਕੀਮ ਨੂੰ ਪਹਿਲਾਂ ਵਾਂਗ ਹੀ ਲਾਗੂ ਰੱਖਿਆ ਜਾਵੇ। ਮਜ਼ਦੂਰ ਜਥੇਬੰਦੀਆਂ ਦੇ ਆਗੂਆਂ ਨੇ ਕਿਹਾ ਕਿ ਨਵੀਂ ਨੀਤੀ ਨਾਲ ਮਨਰੇਗਾ ਸਕੀਮ ਕਮਜ਼ੋਰ ਹੋਵੇਗੀ ਤੇ ਪੇਂਡੂ ਮਜ਼ਦੂਰਾਂ ਦਾ ਰੁਜ਼ਗਾਰ ਖੁੱਸੇਗਾ। ਉਨ੍ਹਾਂ ਸਰਕਾਰ ਤੋਂ ਮੰਗ ਕੀਤੀ ਕਿ ਸਕੀਮ ਨੂੰ ਪਹਿਲਾਂ ਵਾਂਗ ਹੀ ਲਾਗੂ ਰੱਖਿਆ ਜਾਵੇ। ਮਜ਼ਦੂਰ ਜਥੇਬੰਦੀਆਂ ਦੇ ਆਗੂਆਂ ਨੇ ਕਿਹਾ ਕਿ ਨਵੀਂ ਨੀਤੀ ਨਾਲ ਮਨਰੇਗਾ ਸਕੀਮ ਕਮਜ਼ੋਰ ਹੋਵੇਗੀ ਤੇ ਪੇਂਡੂ ਮਜ਼ਦੂਰਾਂ ਦਾ ਰੁਜ਼ਗਾਰ ਖੁੱਸੇਗਾ। ਉਨ੍ਹਾਂ ਸਰਕਾਰ ਤੋਂ ਮੰਗ ਕੀਤੀ ਕਿ ਸਕੀਮ ਨੂੰ ਪਹਿਲਾਂ ਵਾਂਗ ਹੀ ਲਾਗੂ ਰੱਖਿਆ ਜਾਵੇ। [517,141,678,194]
article-election-thanks: ਆਗੂਆਂ ਨੇ ਵੋਟਰਾਂ ਦਾ ਧੰਨਵਾਦ ਕਰਦਿਆਂ ਕਿਹਾ ਕਿ ਉਹ ਲੋਕਾਂ ਦੀਆਂ ਉਮੀਦਾਂ 'ਤੇ ਖਰਾ ਉਤਰਨਗੇ ਅਤੇ ਇਲਾਕੇ ਦੇ ਵਿਕਾਸ ਲਈ ਕੰਮ ਕਰਨਗੇ। ਆਗੂਆਂ ਨੇ ਵੋਟਰਾਂ ਦਾ ਧੰਨਵਾਦ ਕਰਦਿਆਂ ਕਿਹਾ ਕਿ ਉਹ ਲੋਕਾਂ ਦੀਆਂ ਉਮੀਦਾਂ 'ਤੇ ਖਰਾ ਉਤਰਨਗੇ ਅਤੇ ਇਲਾਕੇ ਦੇ ਵਿਕਾਸ ਲਈ ਕੰਮ ਕਰਨਗੇ। ਆਗੂਆਂ ਨੇ ਵੋਟਰਾਂ ਦਾ ਧੰਨਵਾਦ ਕਰਦਿਆਂ ਕਿਹਾ ਕਿ ਉਹ ਲੋਕਾਂ ਦੀਆਂ ਉਮੀਦਾਂ 'ਤੇ ਖਰਾ ਉਤਰਨਗੇ ਅਤੇ ਇਲਾਕੇ ਦੇ ਵਿਕਾਸ ਲਈ ਕੰਮ ਕਰਨਗੇ। ਆਗੂਆਂ ਨੇ ਵੋਟਰਾਂ ਦਾ ਧੰਨਵਾਦ ਕਰਦਿਆਂ ਕਿਹਾ ਕਿ ਉਹ ਲੋਕਾਂ ਦੀਆਂ ਉਮੀਦਾਂ 'ਤੇ ਖਰਾ ਉਤਰਨਗੇ ਅਤੇ ਇਲਾਕੇ ਦੇ ਵਿਕਾਸ ਲਈ ਕੰਮ ਕਰਨਗੇ। ਆਗੂਆਂ ਨੇ ਵੋਟਰਾਂ ਦਾ ਧੰਨਵਾਦ ਕਰਦਿਆਂ ਕਿਹਾ ਕਿ ਉਹ ਲੋਕਾਂ ਦੀਆਂ ਉਮੀਦਾਂ 'ਤੇ ਖਰਾ ਉਤਰਨਗੇ ਅਤੇ ਇਲਾਕੇ ਦੇ ਵਿਕਾਸ ਲਈ ਕੰਮ ਕਰਨਗੇ। [517,570,678,610]
golden-temple-photo [116,111,196,161]
hukamnama-headline: ਸ੍ਰੀ ਹਰਿਮੰਦਰ ਸਾਹਿਬ ਅੰਮ੍ਰਿਤਸਰ ਤੋਂ ਅੱਜ ਦਾ ਮੁੱਖਵਾਕ [66,103,146,108]
right-column [517,99,678,1043]
footer-line-3: RNI No. PUNPUN/2001/12345 • Regd. No. JL-0034 [304,1054,383,1059]
greeting-ad [209,508,355,525]
footer-line-2: Editor : Barjinder Singh Hamdard • Phone : 0181-2222177 • e-mail : ajitjalandhar@gmail.com [273,1049,414,1054]
golden-temple-logo [18,24,72,88]
photo-crowd-caption: ਫਗਵਾੜਾ ਵਿਖੇ ਸਮਾਗਮ ਦੌਰਾਨ ਹਾਜ਼ਰ ਸ਼ਖ਼ਸੀਅਤਾਂ, ਅਧਿਆਪਕ ਤੇ ਵਿਦਿਆਰਥੀ। [359,391,446,396]
reg-mark-right: ✛ [673,1082,677,1087]
greeting-ad-line2: ਨੂੰ ਜਨਮਦਿਨ ਦੀ ਖ਼ੁਸ਼ੀ ਮੌਕੇ [266,516,298,521]
photo-party-meeting-caption: ਸਮਾਗਮ ਵਿਚ ਸ਼ਾਮਲ ਪੁਲਿਸ ਅਧਿਕਾਰੀ ਤੇ ਹੋਰ ਪਤਵੰਤੇ। [209,627,269,632]
dateline-school-sports: ਫਗਵਾੜਾ, 20 ਦਸੰਬਰ (ਨਿੱਜੀ ਪੱਤਰ ਪ੍ਰੇਰਕ)- [11,345,72,350]
masthead-edition-label: ਅਜੀਤ, ਫਗਜ਼ਿਲਕਾ [612,26,661,33]
headline-police-block: ਵਿਲ੍ਹਾ ਪੁਲਿਸ ਅਤੇ ਬਲਾਕ ਸੰਮਤੀ ਵੱਲੋਂ ਵਿਸ਼ਾ ਬਾਇਗਰਜ਼ ਦਾ ਸ੍ਰੀਨਗਰ ਸਹਿਤ ਵਿਦਮੱਦ ਤ੍ਰੀਮਣੀ ਪੇਸ਼ੀ : ਵੱਧੀ ਕਲਿਕ ਲੱਖ [209,481,337,486]
headline-health-screening: ਅਸਲ ਸ਼੍ਰੀ ਮਿਹਨਤ ਕਾਮ ਨੇ ਆਧਾਰਨ ਲੋਕਾਂ ਦੇ ਬਦਲਵੇਂ ਰਸਤੇ ਹਾਲ ਤੇ ਸਕਰੀਨਿੰਗ [366,405,498,425]
photo-election-thanks [517,500,678,564]
photo-rally-caption: ਫਗਵਾੜਾ ਵਿਖੇ ਰੋਸ ਮਾਰਚ ਦੌਰਾਨ ਸ਼ਾਮਲ ਆਗੂ ਤੇ ਵਰਕਰ। [11,313,73,317]
photo-leader-caption: ਸੁਖਵੰਤ ਸਿੰਘ ਬਰਾੜ [586,238,609,243]
hukamnama-body: ਧਨਾਸਰੀ ਮਹਲਾ ੫ ॥ ਜਿਸ ਕਾ ਤਨੁ ਮਨੁ ਧਨੁ ਸਭੁ ਤਿਸ ਕਾ ਸੋਈ ਸੁਘੜੁ ਸੁਜਾਨੀ ॥ ਤਿਨ ਹੀ ਸੁਣਿਆ ਦੁਖੁ ਸੁਖੁ ਮੇਰਾ ਤਉ ਬਿਧਿ ਨੀਕੀ ਖਟਾਨੀ ॥ [16,110,113,119]
baby-caption-2: ਅਰਸ਼ਦੀਪ ਸਿੰਘ [587,361,608,366]
reg-mark-left: ✛ [10,1082,14,1087]
baby-caption-1: ਸਿਮਰਨ ਕੌਰ [589,307,606,312]
headline-school-sports: ਵੇਰਾ ਖੇਤਰ ਸਕੂਲ ਵਿਚ ਸਾਲਾਨਾ ਖੇਡ ਮੇਲਾ ਸ਼ੁਰੂ [29,326,183,338]
article-police-case: ਪੁਲਿਸ ਨੇ ਸ਼ਿਕਾਇਤ ਦੇ ਆਧਾਰ 'ਤੇ ਕੇਸ ਦਰਜ ਕਰਕੇ ਅਗਲੀ ਕਾਰਵਾਈ ਸ਼ੁਰੂ ਕਰ ਦਿੱਤੀ ਹੈ। ਪੁਲਿਸ ਨੇ ਸ਼ਿਕਾਇਤ ਦੇ ਆਧਾਰ 'ਤੇ ਕੇਸ ਦਰਜ ਕਰਕੇ ਅਗਲੀ ਕਾਰਵਾਈ ਸ਼ੁਰੂ ਕਰ ਦਿੱਤੀ ਹੈ। ਪੁਲਿਸ ਨੇ ਸ਼ਿਕਾਇਤ ਦੇ ਆਧਾਰ 'ਤੇ ਕੇਸ ਦਰਜ ਕਰਕੇ ਅਗਲੀ ਕਾਰਵਾਈ ਸ਼ੁਰੂ ਕਰ ਦਿੱਤੀ ਹੈ। [517,453,678,462]
dateline-park-cleanup: ਫਗਵਾੜਾ, 20 ਦਸੰਬਰ (ਪੱਤਰ ਪ੍ਰੇਰਕ)- [11,661,59,666]
dateline-parent-teacher: ਫਗਵਾੜਾ, 20 ਦਸੰਬਰ (ਪੱਤਰ ਪ੍ਰੇਰਕ)- [209,240,255,245]
photo-honouring-caption: ਸਮਾਗਮ ਦੌਰਾਨ ਸਨਮਾਨਿਤ ਕਰਦੇ ਹੋਏ ਪਤਵੰਤੇ ਸੱਜਣ। [11,469,69,474]
footer-line-1: ਪ੍ਰਿੰਟਰ, ਪ੍ਰਕਾਸ਼ਕ ਤੇ ਸੰਪਾਦਕ ਸਤਨਾਮ ਸਿੰਘ ਵੱਲੋਂ ਅਜੀਤ ਭਵਨ, ਫਗਵਾੜਾ ਤੋਂ ਛਾਪਿਆ ਤੇ ਪ੍ਰਕਾਸ਼ਿਤ। [281,1045,406,1049]
masthead [11,19,676,93]
paper-title: ਅਜੀਤ [380,33,464,71]
photo-seminar [11,678,201,754]
dateline-eye-camp: ਫਗਵਾੜਾ, 20 ਦਸੰਬਰ (ਪੱਤਰ ਪ੍ਰੇਰਕ)- [11,580,57,585]
page-footer [11,1042,676,1069]
center-right-subcolumn [359,271,505,525]
baby-photo-2 [577,314,619,360]
photo-main-event-caption: ਫਗਵਾੜਾ ਵਿਖੇ ਸਮਾਗਮ ਦੌਰਾਨ ਹਾਜ਼ਰ ਸ਼ਖ਼ਸੀਅਤਾਂ, ਅਧਿਆਪਕ ਤੇ ਵਿਦਿਆਰਥੀ। [209,193,296,197]
